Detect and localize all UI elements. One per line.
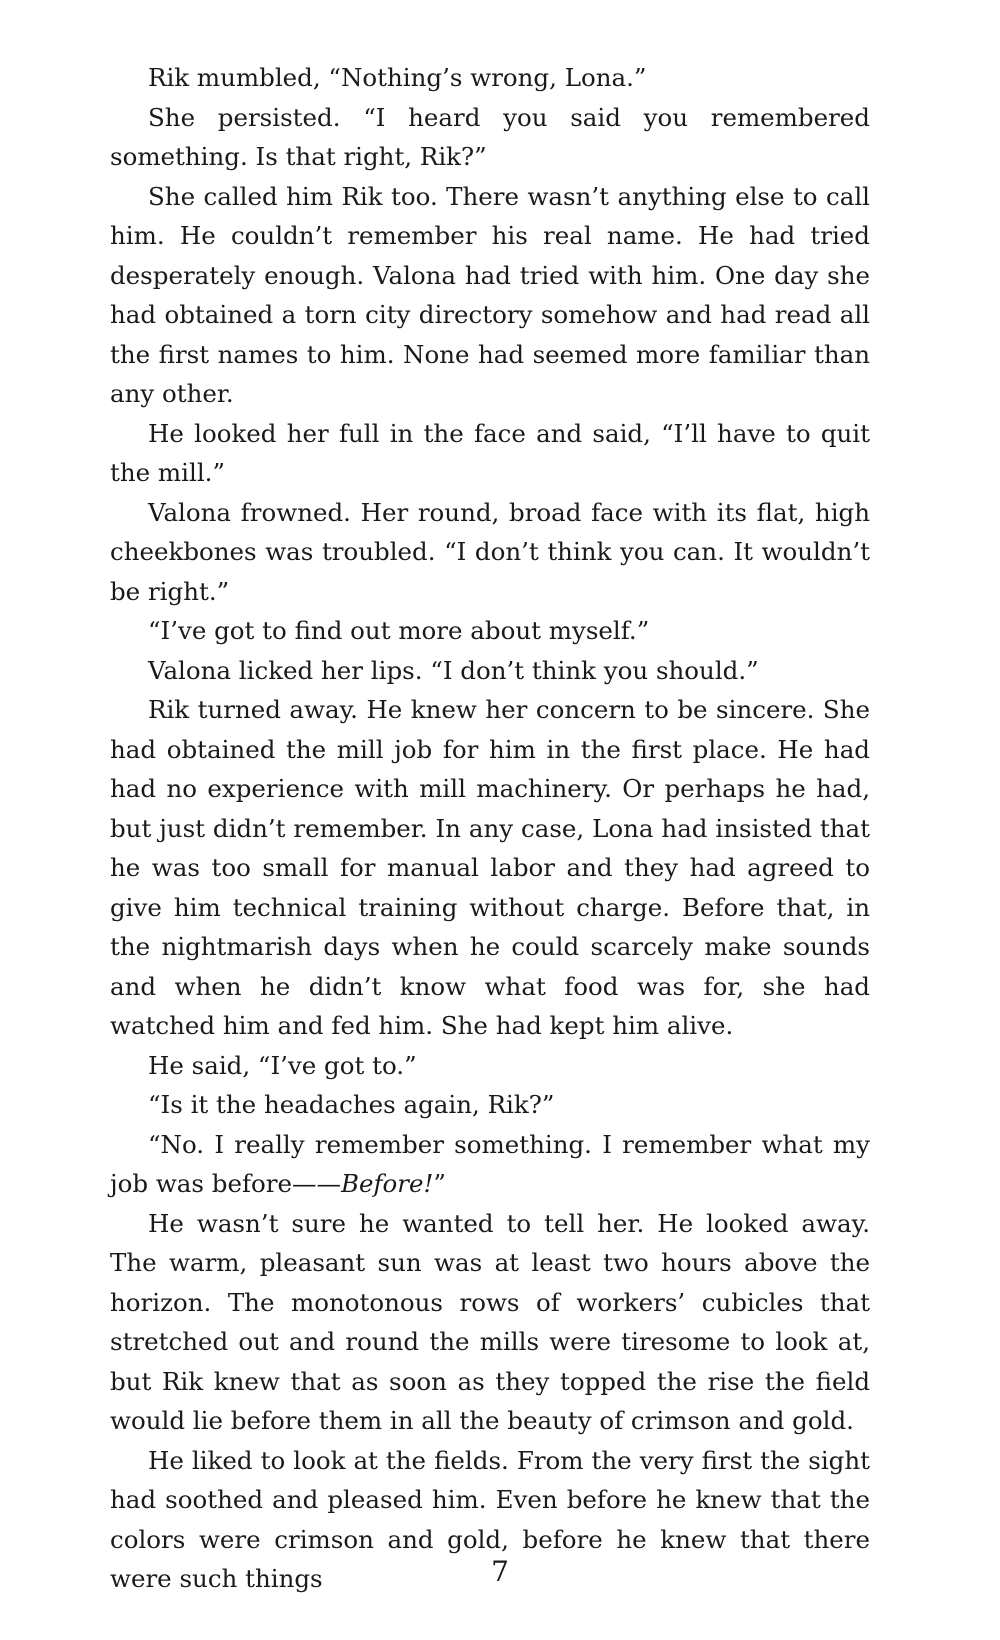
paragraph: He liked to look at the fields. From the very first the sight had soothed and pleased him. Even before he knew that the colors were crimson and gold, before he knew that there were such things (110, 1445, 870, 1593)
paragraph-text: ” (433, 1169, 446, 1198)
paragraph: “I’ve got to find out more about myself.” (148, 616, 650, 645)
paragraph (110, 1125, 870, 1204)
paragraph: She persisted. “I heard you said you remembered something. Is that right, Rik?” (110, 102, 870, 171)
paragraph: “Is it the headaches again, Rik?” (148, 1090, 555, 1119)
paragraph-text: “No. I really remember something. I remember what my job was before—— (110, 1129, 870, 1198)
paragraph: He wasn’t sure he wanted to tell her. He looked away. The warm, pleasant sun was at least two hours above the horizon. The monotonous rows of workers’ cubicles that stretched out and round the mills were tiresome to look at, but Rik knew that as soon as they topped the rise the field would lie before them in all the beauty of crimson and gold. (110, 1208, 870, 1435)
paragraph: Rik mumbled, “Nothing’s wrong, Lona.” (148, 63, 647, 92)
paragraph: She called him Rik too. There wasn’t anything else to call him. He couldn’t remember his real name. He had tried desperately enough. Valona had tried with him. One day she had obtained a torn city directory somehow and had read all the first names to him. None had seemed more familiar than any other. (110, 181, 870, 408)
italic-emphasis: Before! (340, 1169, 434, 1198)
paragraph: Valona licked her lips. “I don’t think you should.” (148, 655, 759, 685)
page-number: 7 (491, 1555, 509, 1588)
body-text (110, 58, 870, 1599)
paragraph: He looked her full in the face and said, “I’ll have to quit the mill.” (110, 418, 870, 487)
paragraph: He said, “I’ve got to.” (148, 1050, 417, 1080)
paragraph: Valona frowned. Her round, broad face with its flat, high cheekbones was troubled. “I don’t think you can. It wouldn’t be right.” (110, 497, 870, 606)
paragraph: Rik turned away. He knew her concern to be sincere. She had obtained the mill job for him in the first place. He had had no experience with mill machinery. Or perhaps he had, but just didn’t remember. In any case, Lona had insisted that he was too small for manual labor and they had agreed to give him technical training without charge. Before that, in the nightmarish days when he could scarcely make sounds and when he didn’t know what food was for, she had watched him and fed him. She had kept him alive. (110, 695, 870, 1040)
